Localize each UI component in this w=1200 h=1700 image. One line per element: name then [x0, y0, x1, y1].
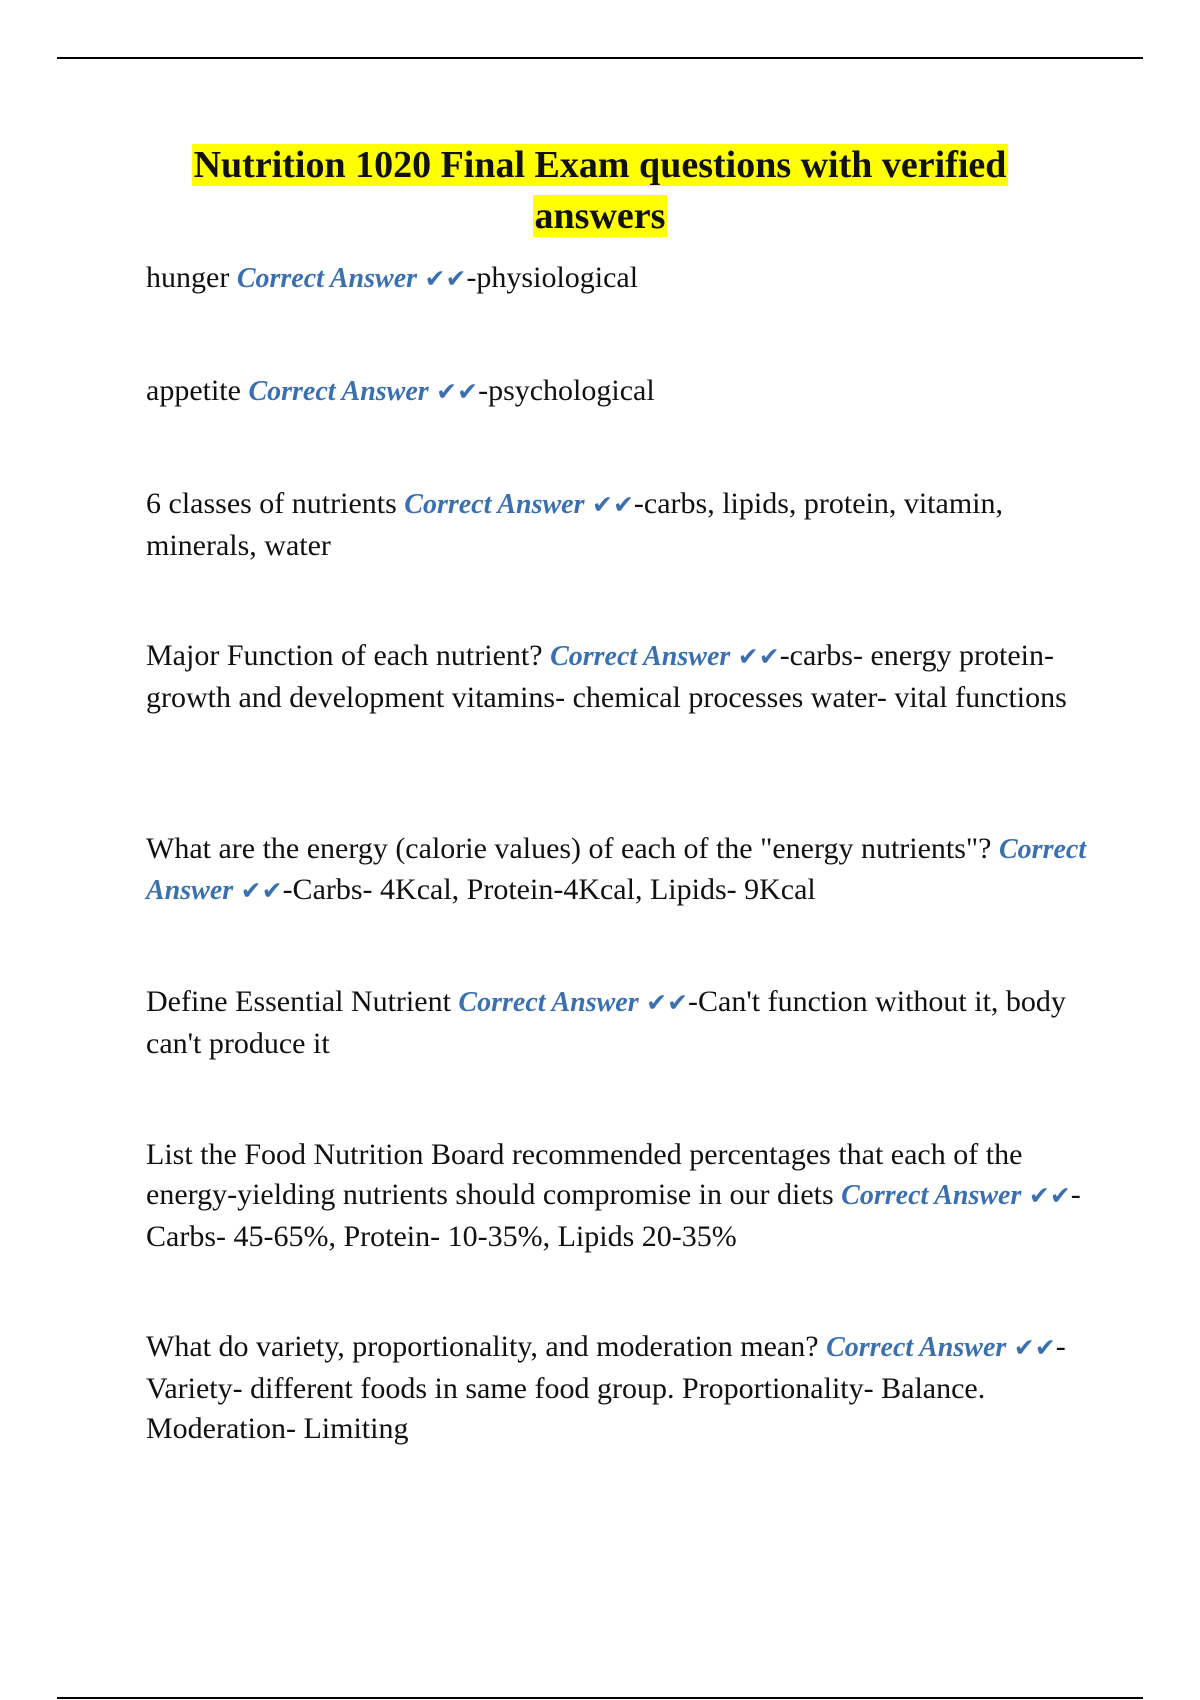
answer-text: -Can't function without it, body can't produce it — [146, 985, 1066, 1060]
question-text: 6 classes of nutrients — [146, 487, 397, 520]
correct-answer-label: Correct Answer — [458, 987, 639, 1018]
answer-text: -Variety- different foods in same food group. Proportionality- Balance. Moderation- Limiting — [146, 1330, 1066, 1445]
qa-item-6 — [146, 982, 1094, 1064]
title-highlight-line-2: answers — [534, 195, 666, 237]
question-text: What are the energy (calorie values) of each of the "energy nutrients"? — [146, 832, 992, 865]
answer-text: -Carbs- 4Kcal, Protein-4Kcal, Lipids- 9Kcal — [282, 873, 816, 906]
double-check-icon: ✔✔ — [1013, 1335, 1056, 1362]
qa-item-8 — [146, 1327, 1094, 1449]
correct-answer-label: Correct Answer — [236, 263, 418, 294]
correct-answer-label: Correct Answer — [146, 834, 1087, 906]
double-check-icon: ✔✔ — [240, 878, 283, 905]
title-highlight-line-1: Nutrition 1020 Final Exam questions with verified — [193, 144, 1007, 186]
question-text: hunger — [146, 261, 230, 294]
question-text: What do variety, proportionality, and moderation mean? — [146, 1330, 819, 1363]
qa-item-2 — [146, 371, 1094, 413]
qa-item-1 — [146, 258, 1094, 300]
question-text: Major Function of each nutrient? — [146, 639, 543, 672]
double-check-icon: ✔✔ — [424, 266, 467, 293]
question-text: Define Essential Nutrient — [146, 985, 451, 1018]
correct-answer-label: Correct Answer — [841, 1180, 1022, 1211]
correct-answer-label: Correct Answer — [826, 1332, 1007, 1363]
correct-answer-label: Correct Answer — [550, 641, 731, 672]
answer-text: -Carbs- 45-65%, Protein- 10-35%, Lipids 20-35% — [146, 1178, 1081, 1253]
answer-text: -physiological — [466, 261, 639, 294]
top-rule — [57, 57, 1143, 59]
double-check-icon: ✔✔ — [1028, 1183, 1071, 1210]
qa-item-4 — [146, 636, 1094, 718]
double-check-icon: ✔✔ — [646, 990, 689, 1017]
bottom-rule — [57, 1697, 1143, 1699]
correct-answer-label: Correct Answer — [404, 489, 585, 520]
answer-text: -carbs- energy protein- growth and development vitamins- chemical processes water- vital functions — [146, 639, 1067, 714]
answer-text: -carbs, lipids, protein, vitamin, minerals, water — [146, 487, 1004, 562]
double-check-icon: ✔✔ — [737, 644, 780, 671]
answer-text: -psychological — [478, 374, 655, 407]
qa-item-7 — [146, 1135, 1094, 1257]
double-check-icon: ✔✔ — [592, 492, 634, 519]
double-check-icon: ✔✔ — [436, 379, 479, 406]
document-title — [150, 140, 1050, 242]
qa-item-3 — [146, 484, 1094, 566]
question-text: appetite — [146, 374, 241, 407]
correct-answer-label: Correct Answer — [248, 376, 429, 407]
qa-item-5 — [146, 829, 1094, 912]
question-text: List the Food Nutrition Board recommended percentages that each of the energy-yielding nutrients should compromise in our diets — [146, 1138, 1023, 1211]
